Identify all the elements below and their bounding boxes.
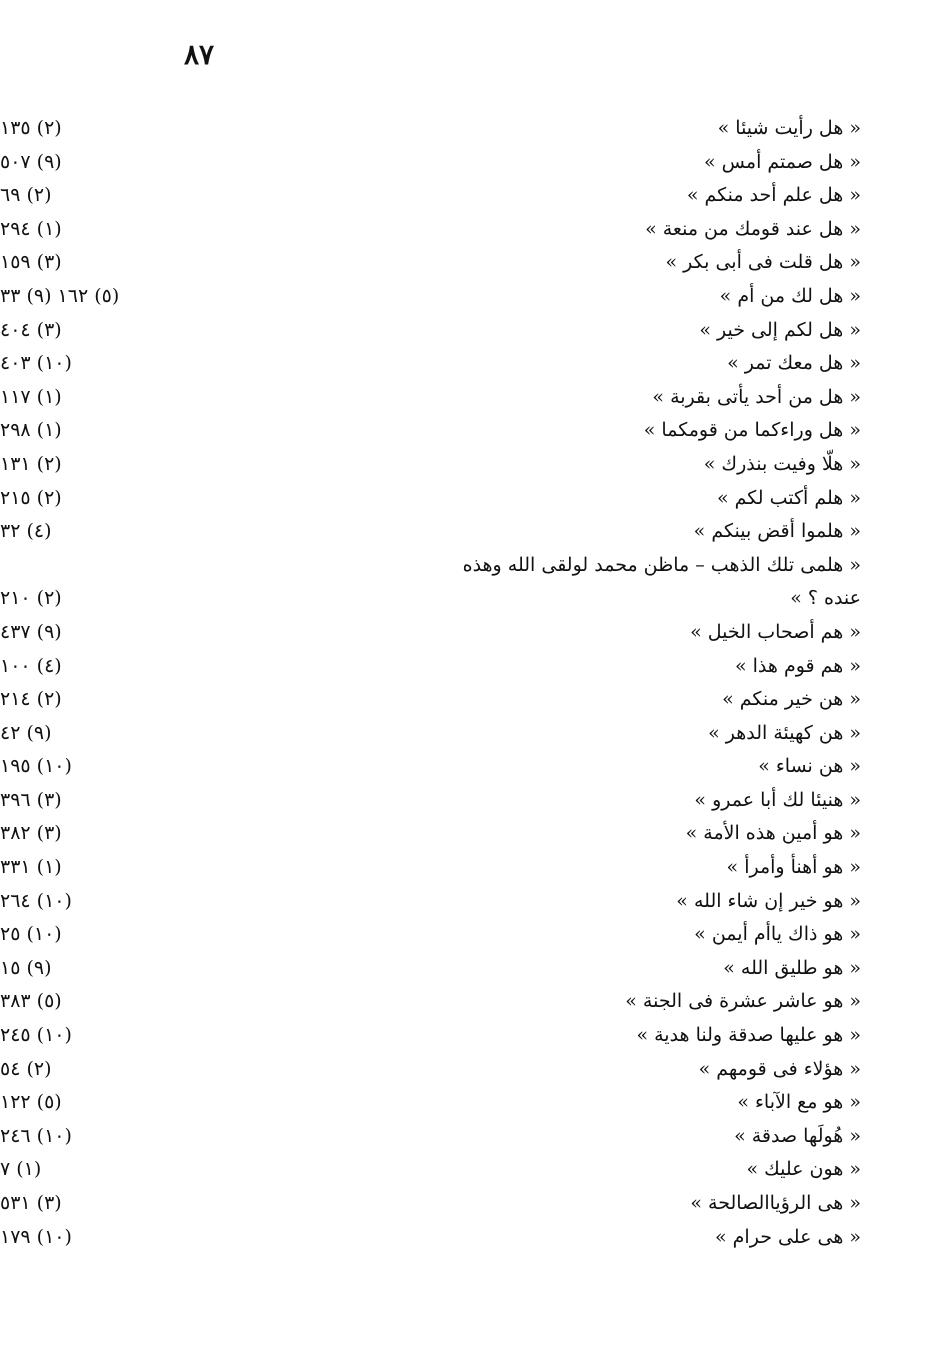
index-entry-row bbox=[0, 112, 943, 146]
entry-reference bbox=[0, 1019, 388, 1053]
entry-reference-text: (١) ٢٩٤ bbox=[0, 217, 62, 240]
entry-phrase: « هؤلاء فى قومهم » bbox=[698, 1057, 861, 1080]
entry-reference bbox=[0, 885, 388, 919]
index-entry-row bbox=[0, 851, 943, 885]
entry-reference-text: (١٠) ٢٦٤ bbox=[0, 889, 72, 912]
index-entry-row bbox=[0, 1019, 943, 1053]
entry-reference bbox=[0, 347, 388, 381]
entry-phrase: « هل قلت فى أبى بكر » bbox=[665, 251, 861, 274]
index-entry-row bbox=[0, 1086, 943, 1120]
entry-phrase: « هلمى تلك الذهب – ماظن محمد لولقى الله وهذه عنده ؟ » bbox=[462, 553, 861, 610]
entry-phrase: « هل معك تمر » bbox=[727, 352, 861, 375]
entry-phrase: « هو طليق الله » bbox=[723, 956, 861, 979]
entry-phrase: « هل من أحد يأتى بقربة » bbox=[652, 385, 861, 408]
entry-phrase: « هل لكم إلى خير » bbox=[699, 318, 861, 341]
entry-reference bbox=[0, 246, 388, 280]
entry-reference bbox=[0, 985, 388, 1019]
entry-reference bbox=[0, 179, 388, 213]
entry-reference-text: (٥) ١٢٢ bbox=[0, 1091, 62, 1114]
entry-phrase: « هُولَها صدقة » bbox=[734, 1124, 861, 1147]
entry-reference bbox=[0, 213, 388, 247]
entry-phrase: « هو أمين هذه الأمة » bbox=[685, 822, 861, 845]
entry-phrase: « هم قوم هذا » bbox=[734, 654, 861, 677]
index-entry-row bbox=[0, 616, 943, 650]
entry-reference-text: (١٠) ١٩٥ bbox=[0, 755, 72, 778]
index-entry-row bbox=[0, 1153, 943, 1187]
index-entry-row bbox=[0, 817, 943, 851]
entry-reference bbox=[0, 750, 388, 784]
entry-reference bbox=[0, 784, 388, 818]
entry-reference bbox=[0, 717, 388, 751]
entry-reference-text: (١٠) ٤٠٣ bbox=[0, 352, 72, 375]
entry-phrase: « هن نساء » bbox=[758, 755, 861, 778]
entry-phrase: « هو خير إن شاء الله » bbox=[676, 889, 861, 912]
entry-reference-text: (٤) ٣٢ bbox=[0, 520, 52, 543]
entry-phrase: « هو أهنأ وأمرأ » bbox=[726, 856, 861, 879]
entry-phrase: « هون عليك » bbox=[746, 1158, 861, 1181]
entry-reference-text: (١) ٢٩٨ bbox=[0, 419, 62, 442]
index-entry-row bbox=[0, 314, 943, 348]
entry-phrase: « هو ذاك ياأم أيمن » bbox=[694, 923, 861, 946]
entry-phrase: « هل عند قومك من منعة » bbox=[645, 217, 861, 240]
index-entry-row bbox=[0, 515, 943, 549]
entry-reference-text: (٣) ٤٠٤ bbox=[0, 318, 62, 341]
index-entry-row bbox=[0, 213, 943, 247]
entry-reference bbox=[0, 112, 388, 146]
entry-reference-text: (٤) ١٠٠ bbox=[0, 654, 62, 677]
entry-reference-text: (١٠) ٢٥ bbox=[0, 923, 62, 946]
index-entry-row bbox=[0, 952, 943, 986]
entry-phrase: « هم أصحاب الخيل » bbox=[690, 620, 861, 643]
entry-reference bbox=[0, 616, 388, 650]
entry-phrase: « هن خير منكم » bbox=[722, 688, 861, 711]
index-entry-row bbox=[0, 482, 943, 516]
index-entry-row bbox=[0, 280, 943, 314]
entry-reference-text: (١٠) ٢٤٦ bbox=[0, 1124, 72, 1147]
entry-reference bbox=[0, 582, 388, 616]
index-entry-row bbox=[0, 246, 943, 280]
entry-reference bbox=[0, 280, 388, 314]
entry-reference-text: (٣) ٣٨٢ bbox=[0, 822, 62, 845]
entry-phrase: « هى على حرام » bbox=[715, 1225, 861, 1248]
entry-reference-text: (١٠) ١٧٩ bbox=[0, 1225, 72, 1248]
index-entry-row bbox=[0, 347, 943, 381]
entry-reference bbox=[0, 146, 388, 180]
index-entry-row bbox=[0, 1120, 943, 1154]
entry-reference bbox=[0, 414, 388, 448]
index-entry-row bbox=[0, 146, 943, 180]
index-entry-row bbox=[0, 985, 943, 1019]
entry-reference-text: (٢) ١٣١ bbox=[0, 452, 62, 475]
entry-reference bbox=[0, 918, 388, 952]
entry-reference bbox=[0, 1053, 388, 1087]
entry-phrase: « هلم أكتب لكم » bbox=[716, 486, 861, 509]
entry-reference-text: (٢) ٦٩ bbox=[0, 184, 52, 207]
index-entry-row bbox=[0, 784, 943, 818]
entry-reference-text: (٢) ٥٤ bbox=[0, 1057, 52, 1080]
entry-phrase: « هن كهيئة الدهر » bbox=[708, 721, 861, 744]
index-entry-row bbox=[0, 1053, 943, 1087]
entry-reference bbox=[0, 381, 388, 415]
entry-reference bbox=[0, 448, 388, 482]
index-entry-row bbox=[0, 448, 943, 482]
entry-reference bbox=[0, 817, 388, 851]
entry-reference bbox=[0, 314, 388, 348]
entry-phrase: « هلّا وفيت بنذرك » bbox=[703, 452, 861, 475]
entry-phrase: « هو عليها صدقة ولنا هدية » bbox=[636, 1024, 861, 1047]
index-entry-row bbox=[0, 918, 943, 952]
index-entry-row bbox=[0, 549, 943, 616]
entry-phrase: « هى الرؤياالصالحة » bbox=[690, 1192, 861, 1214]
index-entry-row bbox=[0, 1221, 943, 1255]
entry-reference-text: (٩) ٤٢ bbox=[0, 721, 52, 744]
entry-reference-text: (٣) ٥٣١ bbox=[0, 1192, 62, 1214]
entry-phrase: « هو عاشر عشرة فى الجنة » bbox=[625, 990, 861, 1013]
entry-reference-text: (٣) ٣٩٦ bbox=[0, 788, 62, 811]
entry-reference bbox=[0, 515, 388, 549]
entry-reference-text: (٩) ٥٠٧ bbox=[0, 150, 62, 173]
entry-reference bbox=[0, 952, 388, 986]
entry-phrase: « هنيئا لك أبا عمرو » bbox=[694, 788, 861, 811]
page-number: ٨٧ bbox=[184, 38, 215, 71]
entry-reference-text: (١٠) ٢٤٥ bbox=[0, 1024, 72, 1047]
index-entries bbox=[0, 112, 943, 1254]
index-entry-row bbox=[0, 1187, 943, 1221]
index-entry-row bbox=[0, 683, 943, 717]
entry-phrase: « هل علم أحد منكم » bbox=[686, 184, 861, 207]
entry-phrase: « هلموا أقض بينكم » bbox=[693, 520, 861, 543]
entry-reference-text: (١) ١١٧ bbox=[0, 385, 62, 408]
entry-reference bbox=[0, 1153, 388, 1187]
entry-reference bbox=[0, 1086, 388, 1120]
index-entry-row bbox=[0, 717, 943, 751]
index-entry-row bbox=[0, 750, 943, 784]
entry-reference-text: (٣) ١٥٩ bbox=[0, 251, 62, 274]
entry-reference bbox=[0, 1187, 388, 1221]
index-entry-row bbox=[0, 414, 943, 448]
entry-reference bbox=[0, 683, 388, 717]
entry-reference-text: (٢) ٢١٠ bbox=[0, 587, 62, 610]
entry-reference-text: (١) ٧ bbox=[0, 1158, 42, 1181]
entry-reference-text: (٩) ١٥ bbox=[0, 956, 52, 979]
entry-reference-text: (٥) ٣٨٣ bbox=[0, 990, 62, 1013]
index-entry-row bbox=[0, 650, 943, 684]
entry-reference bbox=[0, 1221, 388, 1255]
entry-reference bbox=[0, 650, 388, 684]
entry-phrase: « هو مع الآباء » bbox=[737, 1091, 861, 1114]
entry-reference-text: (٢) ٢١٤ bbox=[0, 688, 62, 711]
entry-phrase: « هل صمتم أمس » bbox=[704, 150, 861, 173]
entry-reference-text: (٥) ١٦٢ (٩) ٣٣ bbox=[0, 284, 120, 307]
entry-reference bbox=[0, 1120, 388, 1154]
index-entry-row bbox=[0, 179, 943, 213]
index-entry-row bbox=[0, 885, 943, 919]
entry-reference-text: (٢) ٢١٥ bbox=[0, 486, 62, 509]
entry-phrase: « هل رأيت شيئا » bbox=[717, 117, 861, 139]
index-entry-row bbox=[0, 381, 943, 415]
entry-reference-text: (٩) ٤٣٧ bbox=[0, 620, 62, 643]
entry-phrase: « هل وراءكما من قومكما » bbox=[643, 419, 861, 442]
entry-reference bbox=[0, 851, 388, 885]
entry-reference-text: (٢) ١٣٥ bbox=[0, 117, 62, 139]
entry-reference bbox=[0, 482, 388, 516]
entry-reference-text: (١) ٣٣١ bbox=[0, 856, 62, 879]
entry-phrase: « هل لك من أم » bbox=[719, 284, 861, 307]
